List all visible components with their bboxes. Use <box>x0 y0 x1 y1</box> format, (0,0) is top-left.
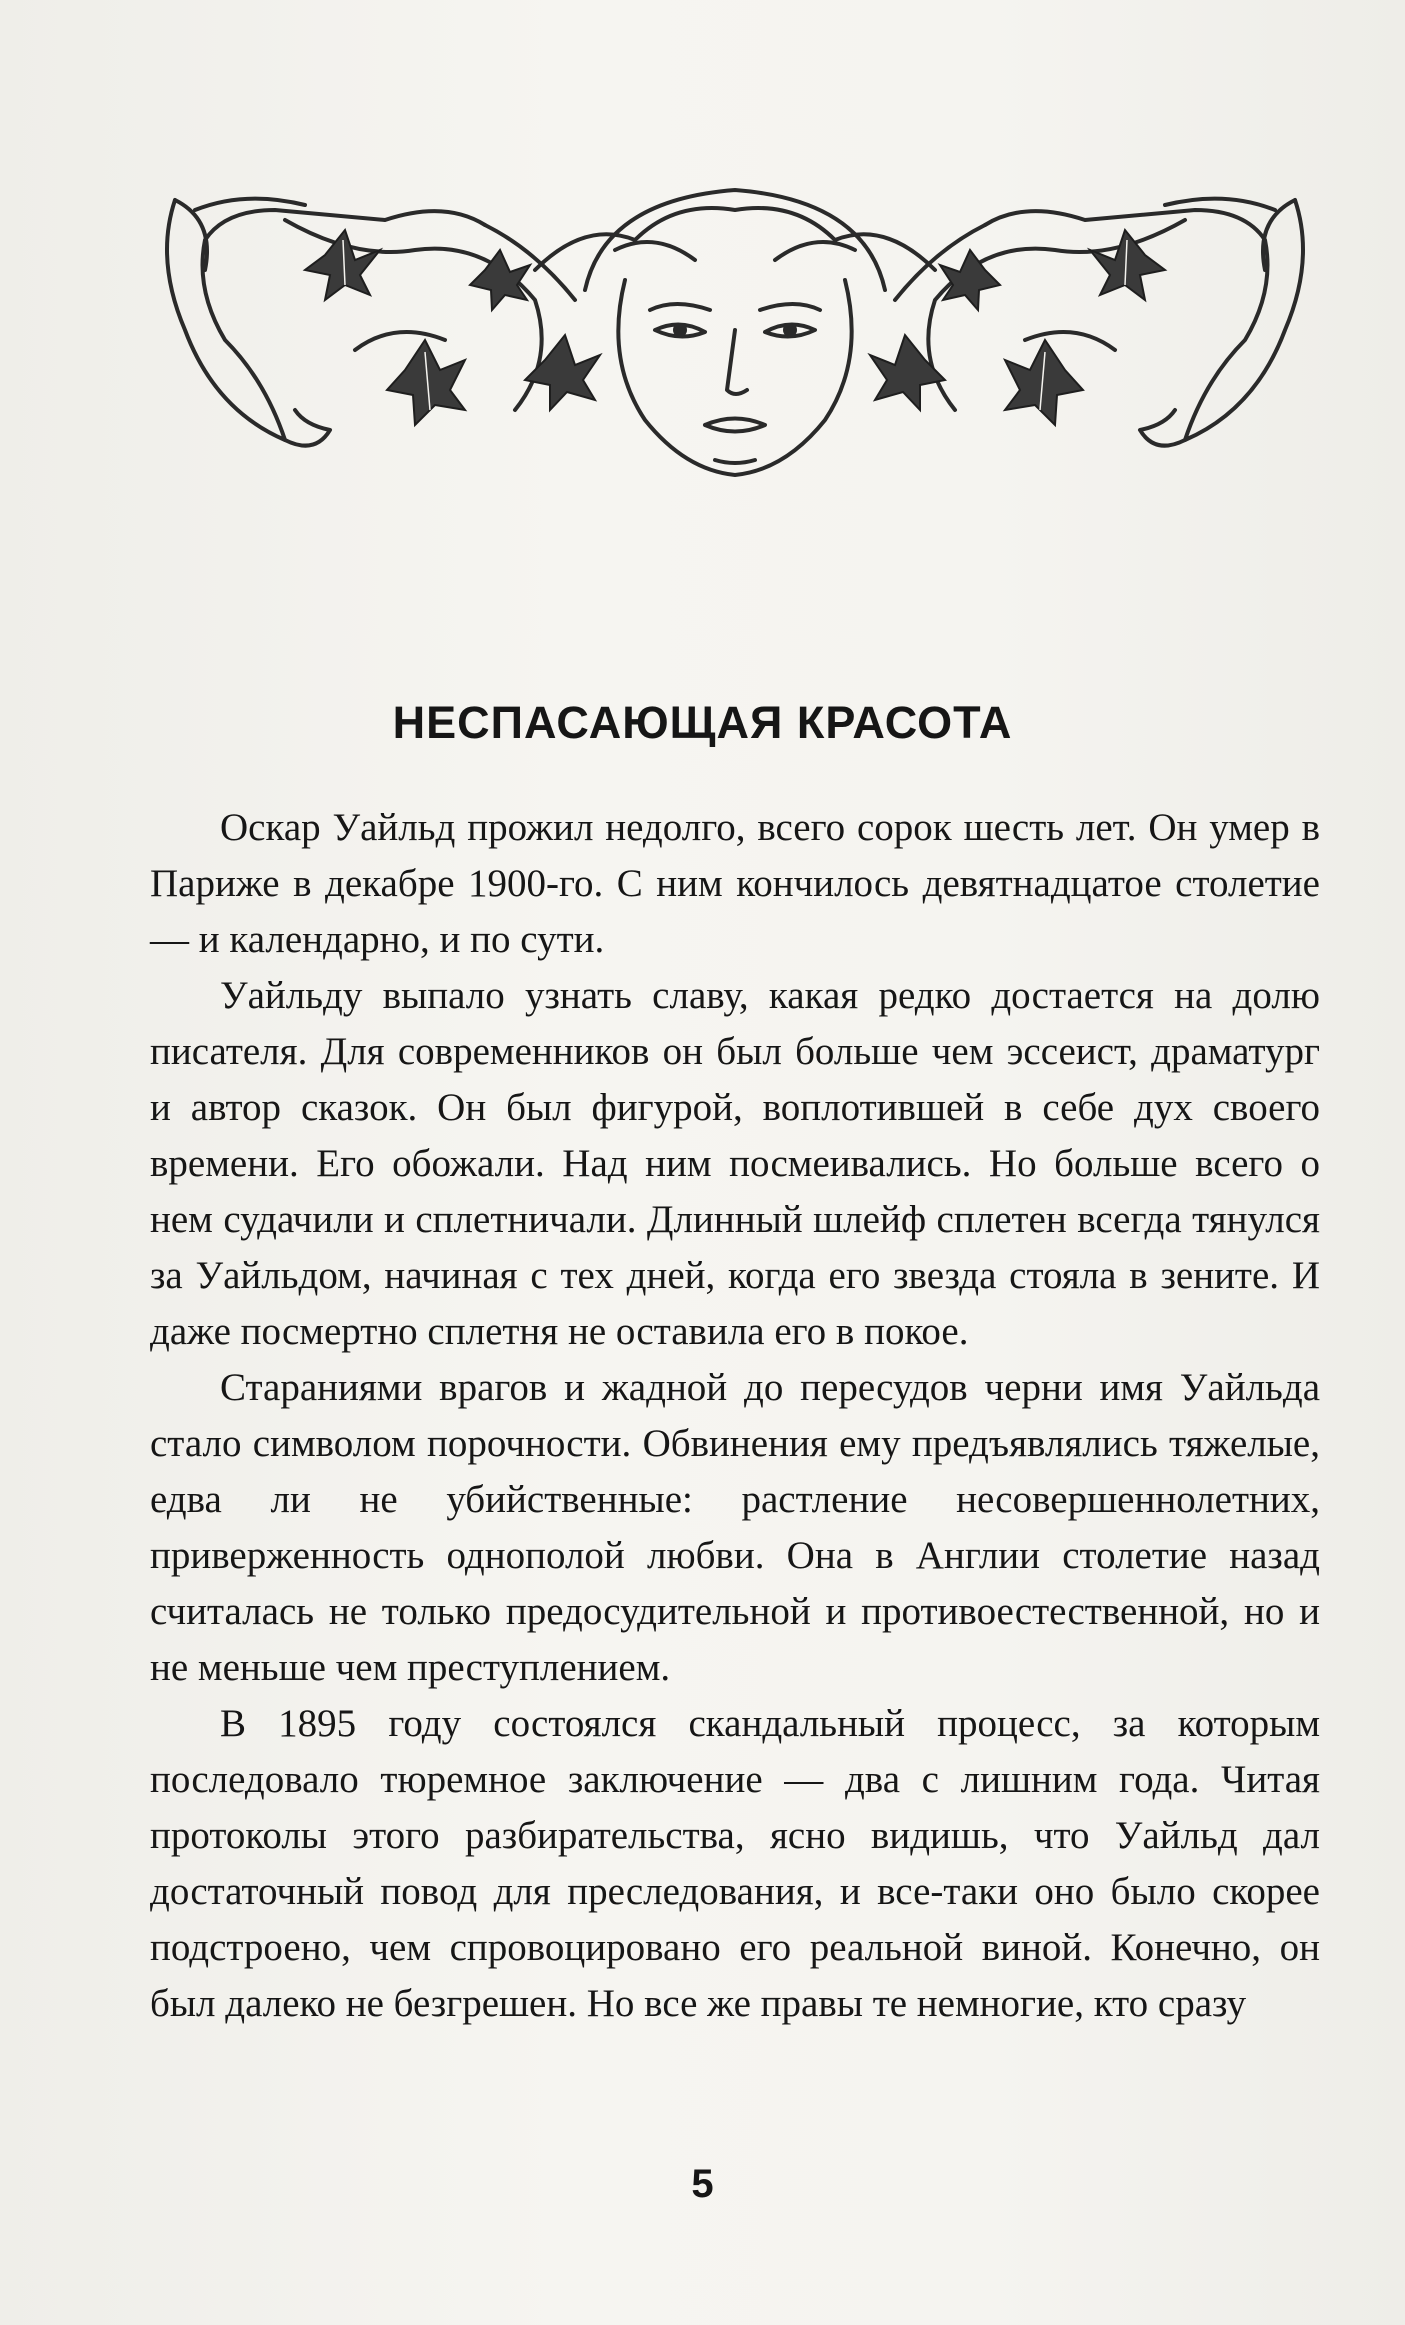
art-nouveau-face-with-ivy-icon <box>155 180 1315 480</box>
paragraph: Уайльду выпало узнать славу, какая редко достается на долю писателя. Для современников он был больше чем эссеист, драматург и автор сказок. Он был фигурой, воплотившей в себе дух своего времени. Его обожали. Над ним посмеивались. Но больше всего о нем судачили и сплетничали. Длинный шлейф сплетен всегда тянулся за Уайльдом, начиная с тех дней, когда его звезда стояла в зените. И даже посмертно сплетня не оставила его в покое. <box>150 974 1320 1353</box>
paragraph: В 1895 году состоялся скандальный процесс, за которым последовало тюремное заключение — два с лишним года. Читая протоколы этого разбирательства, ясно видишь, что Уайльд дал достаточный повод для преследования, и все-таки оно было скорее подстроено, чем спровоцировано его реальной виной. Конечно, он был далеко не безгрешен. Но все же правы те немногие, кто сразу <box>150 1702 1320 2025</box>
page-number: 5 <box>691 2162 714 2206</box>
paragraph: Оскар Уайльд прожил недолго, всего сорок шесть лет. Он умер в Париже в декабре 1900-го. С ним кончилось девятнадцатое столетие — и календарно, и по сути. <box>150 806 1320 961</box>
paragraph: Стараниями врагов и жадной до пересудов черни имя Уайльда стало символом порочности. Обвинения ему предъявлялись тяжелые, едва ли не убийственные: растление несовершеннолетних, приверженность однополой любви. Она в Англии столетие назад считалась не только предосудительной и противоестественной, но и не меньше чем преступлением. <box>150 1366 1320 1689</box>
body-text <box>150 800 1320 2032</box>
chapter-title: НЕСПАСАЮЩАЯ КРАСОТА <box>392 697 1013 748</box>
